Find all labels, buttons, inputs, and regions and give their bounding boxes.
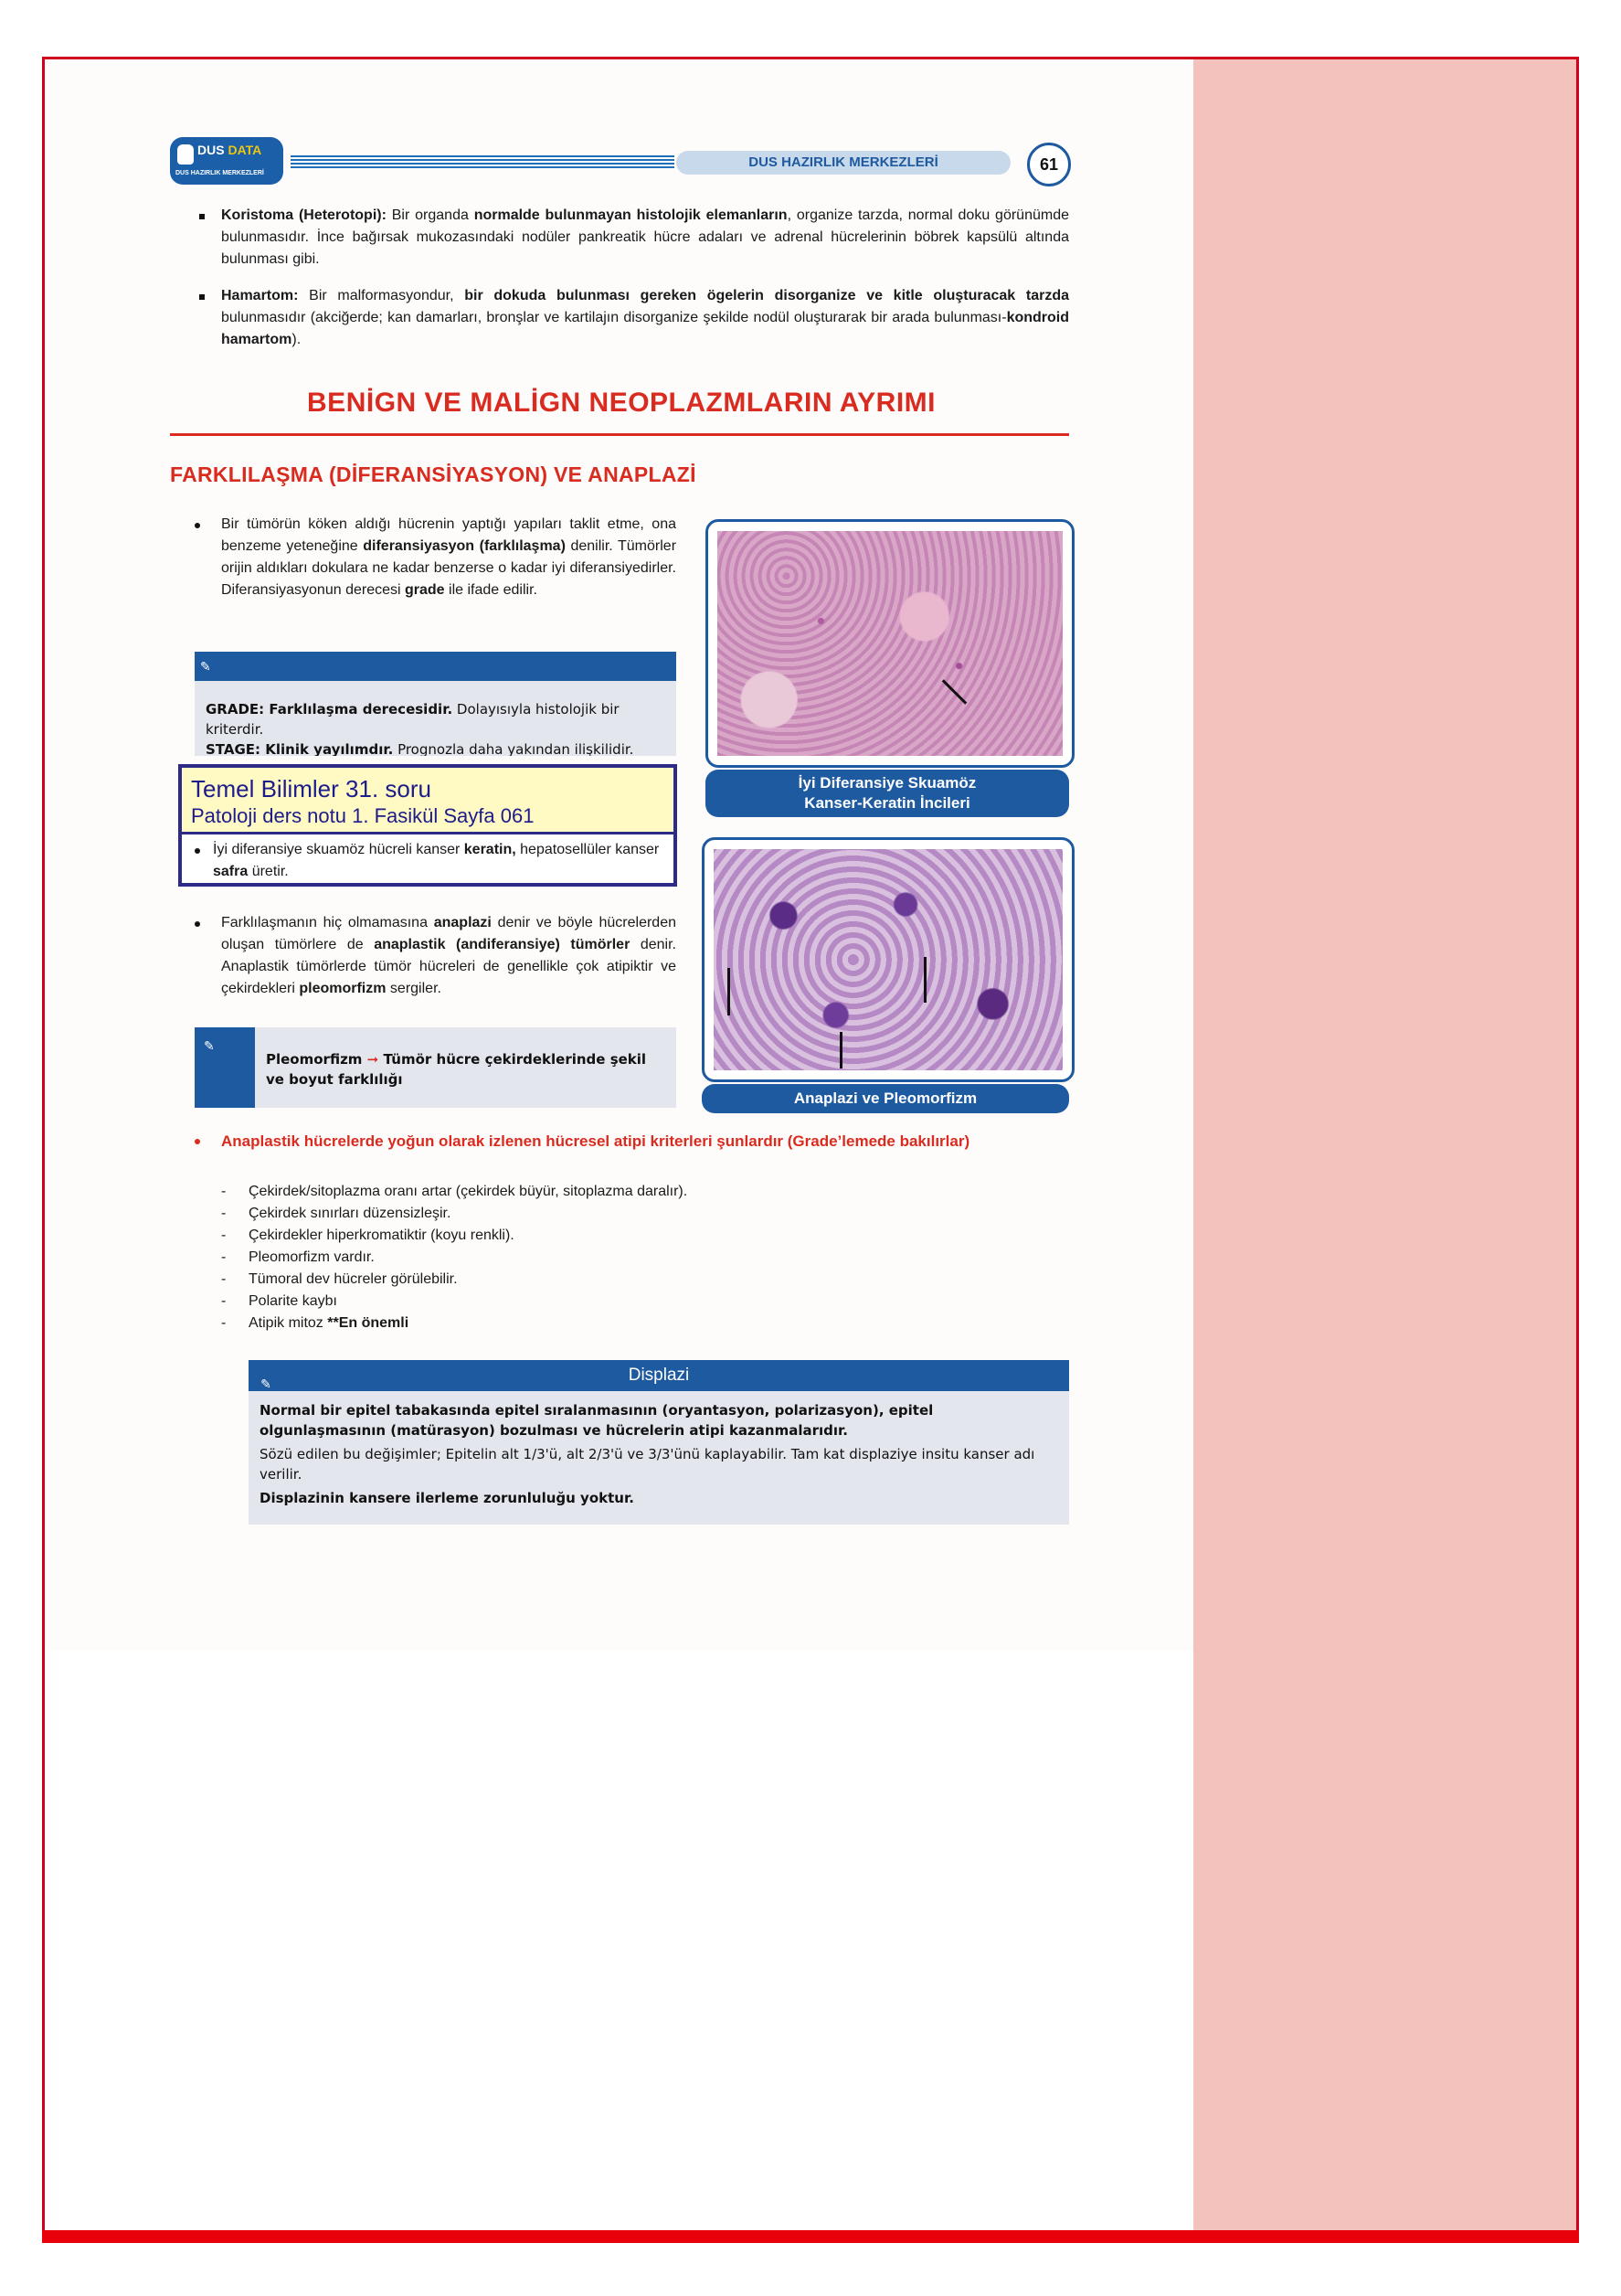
note-side-bar xyxy=(195,1027,255,1108)
sub-heading: FARKLILAŞMA (DİFERANSİYASYON) VE ANAPLAZİ xyxy=(170,462,696,486)
list-item: - Çekirdek sınırları düzensizleşir. xyxy=(221,1206,451,1221)
dysplasia-definition: Normal bir epitel tabakasında epitel sıralanmasının (oryantasyon, polarizasyon), epitel olgunlaşmasının (matürasyon) bozulması ve hücrelerin atipi kazanmalarıdır. xyxy=(260,1402,934,1439)
dysplasia-title-bar xyxy=(249,1360,1069,1391)
grade-definition: GRADE: Farklılaşma derecesidir. Dolayısıyla histolojik bir kriterdir. xyxy=(206,701,620,738)
list-item: - Atipik mitoz **En önemli xyxy=(221,1315,409,1331)
list-item: - Çekirdekler hiperkromatiktir (koyu renkli). xyxy=(221,1228,514,1243)
keratin-bullet: İyi diferansiye skuamöz hücreli kanser keratin, hepatosellüler kanser safra üretir. xyxy=(213,842,660,879)
arrow-icon xyxy=(924,957,927,1003)
pleomorphism-note xyxy=(195,1027,676,1108)
dysplasia-extent: Sözü edilen bu değişimler; Epitelin alt 1/3'ü, alt 2/3'ü ve 3/3'ünü kaplayabilir. Tam kat displaziye insitu kanser adı verilir. xyxy=(260,1446,1035,1483)
list-item: - Pleomorfizm vardır. xyxy=(221,1249,375,1265)
koristoma-paragraph: Koristoma (Heterotopi): Bir organda normalde bulunmayan histolojik elemanların, organize tarzda, normal doku görünümde bulunmasıdır. İnce bağırsak mukozasındaki nodüler pankreatik hücre adaları ve adrenal hücrelerinin böbrek kapsülü altında bulunması gibi. xyxy=(221,207,1069,267)
page-number: 61 xyxy=(1027,143,1071,186)
stage-definition: STAGE: Klinik yayılımdır. Prognozla daha yakından ilişkilidir. xyxy=(206,741,634,756)
dysplasia-box xyxy=(249,1360,1069,1525)
logo-subtitle: DUS HAZIRLIK MERKEZLERİ xyxy=(175,170,264,176)
hamartom-paragraph: Hamartom: Bir malformasyondur, bir dokuda bulunması gereken ögelerin disorganize ve kitle oluşturacak tarzda bulunmasıdır (akciğerde; kan damarları, bronşlar ve kartilajın disorganize şekilde nodül oluşturarak bir arada bulunması-kondroid hamartom). xyxy=(221,288,1070,347)
list-item: - Polarite kaybı xyxy=(221,1293,337,1309)
image1-caption: İyi Diferansiye Skuamöz Kanser-Keratin İncileri xyxy=(705,770,1069,817)
pencil-icon: ✎ xyxy=(200,659,211,674)
tooth-icon xyxy=(177,144,194,165)
atypia-criteria-heading: Anaplastik hücrelerde yoğun olarak izlenen hücresel atipi kriterleri şunlardır (Grade’lemede bakılırlar) xyxy=(221,1132,970,1150)
pencil-icon: ✎ xyxy=(204,1038,215,1053)
header-stripes xyxy=(291,155,674,168)
micrograph-pleomorphism xyxy=(714,849,1063,1070)
arrow-icon xyxy=(840,1032,842,1068)
bullet-dot-icon xyxy=(195,921,200,927)
logo-text-b: DATA xyxy=(228,143,262,157)
list-item: - Tümoral dev hücreler görülebilir. xyxy=(221,1271,458,1287)
pencil-icon: ✎ xyxy=(260,1377,271,1391)
logo-text-a: DUS xyxy=(197,143,225,157)
histology-image-keratin-pearls xyxy=(705,519,1075,768)
note-header-bar xyxy=(195,652,676,681)
bullet-dot-icon xyxy=(195,1139,200,1144)
pleomorphism-definition: Pleomorfizm ➞ Tümör hücre çekirdeklerinde şekil ve boyut farklılığı xyxy=(266,1051,647,1088)
bottom-red-bar xyxy=(42,2230,1579,2243)
anaplasia-paragraph: Farklılaşmanın hiç olmamasına anaplazi denir ve böyle hücrelerden oluşan tümörlere de anaplastik (andiferansiye) tümörler denir. Anaplastik tümörlerde tümör hücreleri de genellikle çok atipiktir ve çekirdekleri pleomorfizm sergiler. xyxy=(221,915,677,996)
dysplasia-title: Displazi xyxy=(628,1366,690,1385)
grade-stage-note xyxy=(195,652,676,756)
list-item: - Çekirdek/sitoplazma oranı artar (çekirdek büyür, sitoplazma daralır). xyxy=(221,1184,688,1199)
bullet-square-icon xyxy=(199,214,205,219)
reference-highlight xyxy=(182,768,673,834)
histology-image-anaplasia xyxy=(702,837,1075,1082)
heading-rule xyxy=(170,433,1069,436)
reference-source: Patoloji ders notu 1. Fasikül Sayfa 061 xyxy=(191,804,535,827)
dysplasia-note: Displazinin kansere ilerleme zorunluluğu yoktur. xyxy=(260,1490,634,1506)
atypia-criteria-list xyxy=(221,1181,1069,1334)
source-reference-box xyxy=(178,764,677,887)
arrow-right-icon: ➞ xyxy=(366,1051,379,1068)
image2-caption: Anaplazi ve Pleomorfizm xyxy=(702,1084,1069,1113)
micrograph-squamous xyxy=(717,531,1063,756)
bullet-square-icon xyxy=(199,294,205,300)
bullet-dot-icon xyxy=(195,523,200,528)
reference-question: Temel Bilimler 31. soru xyxy=(191,775,431,803)
differentiation-paragraph: Bir tümörün köken aldığı hücrenin yaptığı yapıları taklit etme, ona benzeme yeteneğine diferansiyasyon (farklılaşma) denilir. Tümörler orijin aldıkları dokulara ne kadar benzerse o kadar iyi diferansiyedirler. Diferansiyasyonun derecesi grade ile ifade edilir. xyxy=(221,516,677,598)
main-heading: BENİGN VE MALİGN NEOPLAZMLARIN AYRIMI xyxy=(307,388,936,418)
header-title: DUS HAZIRLIK MERKEZLERİ xyxy=(676,151,1011,175)
bullet-dot-icon xyxy=(195,848,200,854)
dusdata-logo xyxy=(170,137,283,185)
arrow-icon xyxy=(727,968,730,1015)
